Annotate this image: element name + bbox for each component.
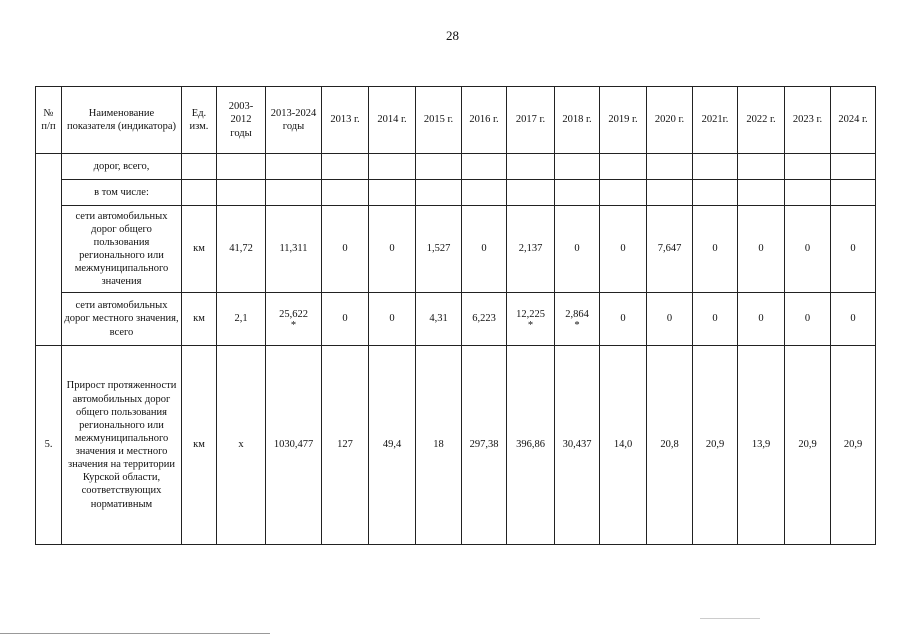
header-year-2017: 2017 г. (507, 87, 555, 154)
table-cell (462, 154, 507, 180)
table-cell (507, 180, 555, 206)
indicator-name: в том числе: (62, 180, 182, 206)
table-cell (600, 180, 647, 206)
value-cell: 0 (831, 293, 876, 346)
indicator-name: сети автомобильных дорог местного значения, всего (62, 293, 182, 346)
table-row (36, 293, 876, 346)
table-cell (831, 180, 876, 206)
table-cell (600, 154, 647, 180)
value-cell: 4,31 (416, 293, 462, 346)
value-cell: 0 (600, 206, 647, 293)
table-cell (462, 180, 507, 206)
header-year-2019: 2019 г. (600, 87, 647, 154)
value-cell: 20,9 (831, 346, 876, 545)
header-year-2020: 2020 г. (647, 87, 693, 154)
table-cell (555, 180, 600, 206)
unit-cell: км (182, 206, 217, 293)
value-cell: 0 (369, 206, 416, 293)
value-cell: 2,1 (217, 293, 266, 346)
footnote-mark: * (574, 319, 580, 331)
value-cell: 0 (738, 293, 785, 346)
value-cell: 1,527 (416, 206, 462, 293)
value-cell: 20,8 (647, 346, 693, 545)
value-cell: 0 (555, 206, 600, 293)
table-cell (322, 154, 369, 180)
page-number: 28 (446, 28, 459, 43)
value-cell: 14,0 (600, 346, 647, 545)
table-cell (555, 154, 600, 180)
scan-artifact-line (700, 618, 760, 619)
table-cell (182, 154, 217, 180)
table-cell (785, 154, 831, 180)
value-cell: 20,9 (693, 346, 738, 545)
footnote-mark: * (527, 319, 534, 331)
unit-cell: км (182, 346, 217, 545)
value-cell: 0 (600, 293, 647, 346)
table-cell (217, 180, 266, 206)
value-cell: 7,647 (647, 206, 693, 293)
value-cell (266, 293, 322, 346)
header-year-2021: 2021г. (693, 87, 738, 154)
row-number: 5. (36, 346, 62, 545)
header-row (36, 87, 876, 154)
table-row (36, 346, 876, 545)
table-cell (738, 180, 785, 206)
value-cell: 0 (322, 206, 369, 293)
value-cell: 0 (693, 206, 738, 293)
footnote-mark: * (290, 319, 297, 331)
header-year-2015: 2015 г. (416, 87, 462, 154)
header-unit: Ед. изм. (182, 87, 217, 154)
value-text: 25,622 (279, 309, 308, 321)
value-cell: 20,9 (785, 346, 831, 545)
header-year-2018: 2018 г. (555, 87, 600, 154)
table-cell (647, 180, 693, 206)
value-cell: 49,4 (369, 346, 416, 545)
table-cell (322, 180, 369, 206)
header-year-2024: 2024 г. (831, 87, 876, 154)
table-cell (369, 180, 416, 206)
table-cell (693, 154, 738, 180)
value-cell (507, 293, 555, 346)
table-cell (693, 180, 738, 206)
unit-cell: км (182, 293, 217, 346)
header-year-2016: 2016 г. (462, 87, 507, 154)
header-year-2014: 2014 г. (369, 87, 416, 154)
indicator-name: дорог, всего, (62, 154, 182, 180)
table-cell (416, 154, 462, 180)
value-cell: 13,9 (738, 346, 785, 545)
table-cell (217, 154, 266, 180)
value-cell: 1030,477 (266, 346, 322, 545)
header-year-2023: 2023 г. (785, 87, 831, 154)
table-cell (647, 154, 693, 180)
table-cell (182, 180, 217, 206)
table-cell (266, 180, 322, 206)
table-cell (369, 154, 416, 180)
value-cell: 0 (785, 293, 831, 346)
value-cell: 11,311 (266, 206, 322, 293)
table-cell (785, 180, 831, 206)
header-year-2013: 2013 г. (322, 87, 369, 154)
header-name: Наименование показателя (индикатора) (62, 87, 182, 154)
table-cell (416, 180, 462, 206)
table-cell (507, 154, 555, 180)
header-period-2013-2024: 2013-2024 годы (266, 87, 322, 154)
indicators-table (35, 86, 876, 545)
header-year-2022: 2022 г. (738, 87, 785, 154)
header-num: № п/п (36, 87, 62, 154)
table-cell (266, 154, 322, 180)
value-cell: 0 (738, 206, 785, 293)
value-cell: 127 (322, 346, 369, 545)
value-text: 12,225 (516, 309, 545, 321)
value-cell: 30,437 (555, 346, 600, 545)
value-cell: х (217, 346, 266, 545)
value-cell: 2,137 (507, 206, 555, 293)
value-cell: 0 (647, 293, 693, 346)
value-cell: 396,86 (507, 346, 555, 545)
header-period-2003-2012: 2003-2012 годы (217, 87, 266, 154)
table-cell (738, 154, 785, 180)
table-row (36, 206, 876, 293)
value-cell (555, 293, 600, 346)
value-text: 2,864 (565, 309, 589, 321)
value-cell: 0 (831, 206, 876, 293)
value-cell: 0 (369, 293, 416, 346)
value-cell: 0 (322, 293, 369, 346)
scan-artifact-line (0, 633, 270, 634)
value-cell: 6,223 (462, 293, 507, 346)
indicator-name: Прирост протяженности автомобильных дорог общего пользования регионального или межмуниципального значения и местного значения на территории Курской области, соответствующих нормативным (62, 346, 182, 545)
value-cell: 0 (462, 206, 507, 293)
value-cell: 18 (416, 346, 462, 545)
value-cell: 297,38 (462, 346, 507, 545)
value-cell: 0 (693, 293, 738, 346)
table-cell (831, 154, 876, 180)
table-row (36, 180, 876, 206)
row-number-cell (36, 154, 62, 346)
indicator-name: сети автомобильных дорог общего пользования регионального или межмуниципального значения (62, 206, 182, 293)
value-cell: 0 (785, 206, 831, 293)
table-row (36, 154, 876, 180)
value-cell: 41,72 (217, 206, 266, 293)
